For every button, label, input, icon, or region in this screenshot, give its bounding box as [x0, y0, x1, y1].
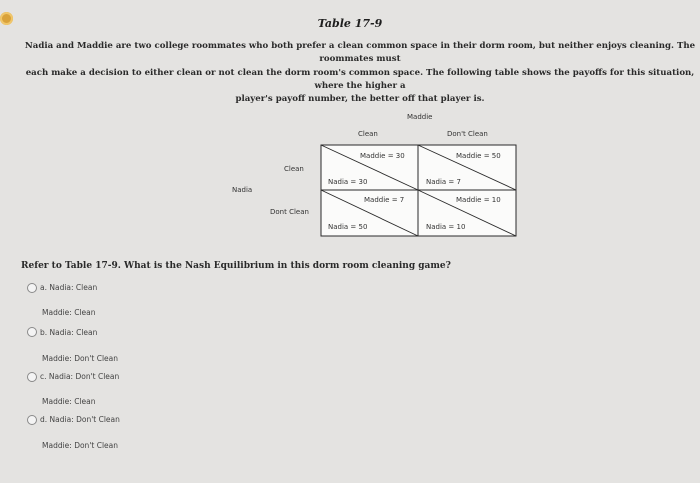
- column-player-label: Maddie: [407, 113, 433, 121]
- problem-line: Nadia and Maddie are two college roommates who both prefer a clean common space in their dorm room, but neither enjoys cleaning. The roommates must: [24, 41, 696, 65]
- row-strategy-clean: Clean: [284, 165, 304, 173]
- option-c-radio[interactable]: [27, 372, 37, 382]
- option-a-radio[interactable]: [27, 283, 37, 293]
- column-strategy-dont-clean: Don't Clean: [447, 130, 488, 138]
- option-a-line1[interactable]: a. Nadia: Clean: [40, 283, 98, 292]
- question-text: Refer to Table 17-9. What is the Nash Equilibrium in this dorm room cleaning game?: [21, 261, 451, 271]
- row-player-label: Nadia: [232, 186, 253, 194]
- payoff-maddie: Maddie = 50: [456, 152, 501, 160]
- option-b-radio[interactable]: [27, 327, 37, 337]
- option-c-line2: Maddie: Clean: [42, 397, 96, 406]
- payoff-nadia: Nadia = 7: [426, 178, 461, 186]
- payoff-maddie: Maddie = 30: [360, 152, 405, 160]
- option-c-line1[interactable]: c. Nadia: Don't Clean: [40, 372, 120, 381]
- payoff-maddie: Maddie = 7: [364, 196, 405, 204]
- problem-line: player's payoff number, the better off that player is.: [235, 94, 485, 105]
- table-title: Table 17-9: [317, 17, 383, 30]
- problem-line: each make a decision to either clean or not clean the dorm room's common space. The following table shows the payoffs for this situation, where the higher a: [25, 67, 695, 91]
- option-b-line2: Maddie: Don't Clean: [42, 354, 118, 363]
- payoff-nadia: Nadia = 30: [328, 178, 368, 186]
- option-d-radio[interactable]: [27, 415, 37, 425]
- option-d-line1[interactable]: d. Nadia: Don't Clean: [40, 415, 120, 424]
- payoff-maddie: Maddie = 10: [456, 196, 501, 204]
- row-strategy-dont-clean: Dont Clean: [270, 208, 309, 216]
- column-strategy-clean: Clean: [358, 130, 378, 138]
- option-d-line2: Maddie: Don't Clean: [42, 441, 118, 450]
- option-b-line1[interactable]: b. Nadia: Clean: [40, 328, 98, 337]
- option-a-line2: Maddie: Clean: [42, 308, 96, 317]
- payoff-nadia: Nadia = 50: [328, 223, 368, 231]
- payoff-nadia: Nadia = 10: [426, 223, 466, 231]
